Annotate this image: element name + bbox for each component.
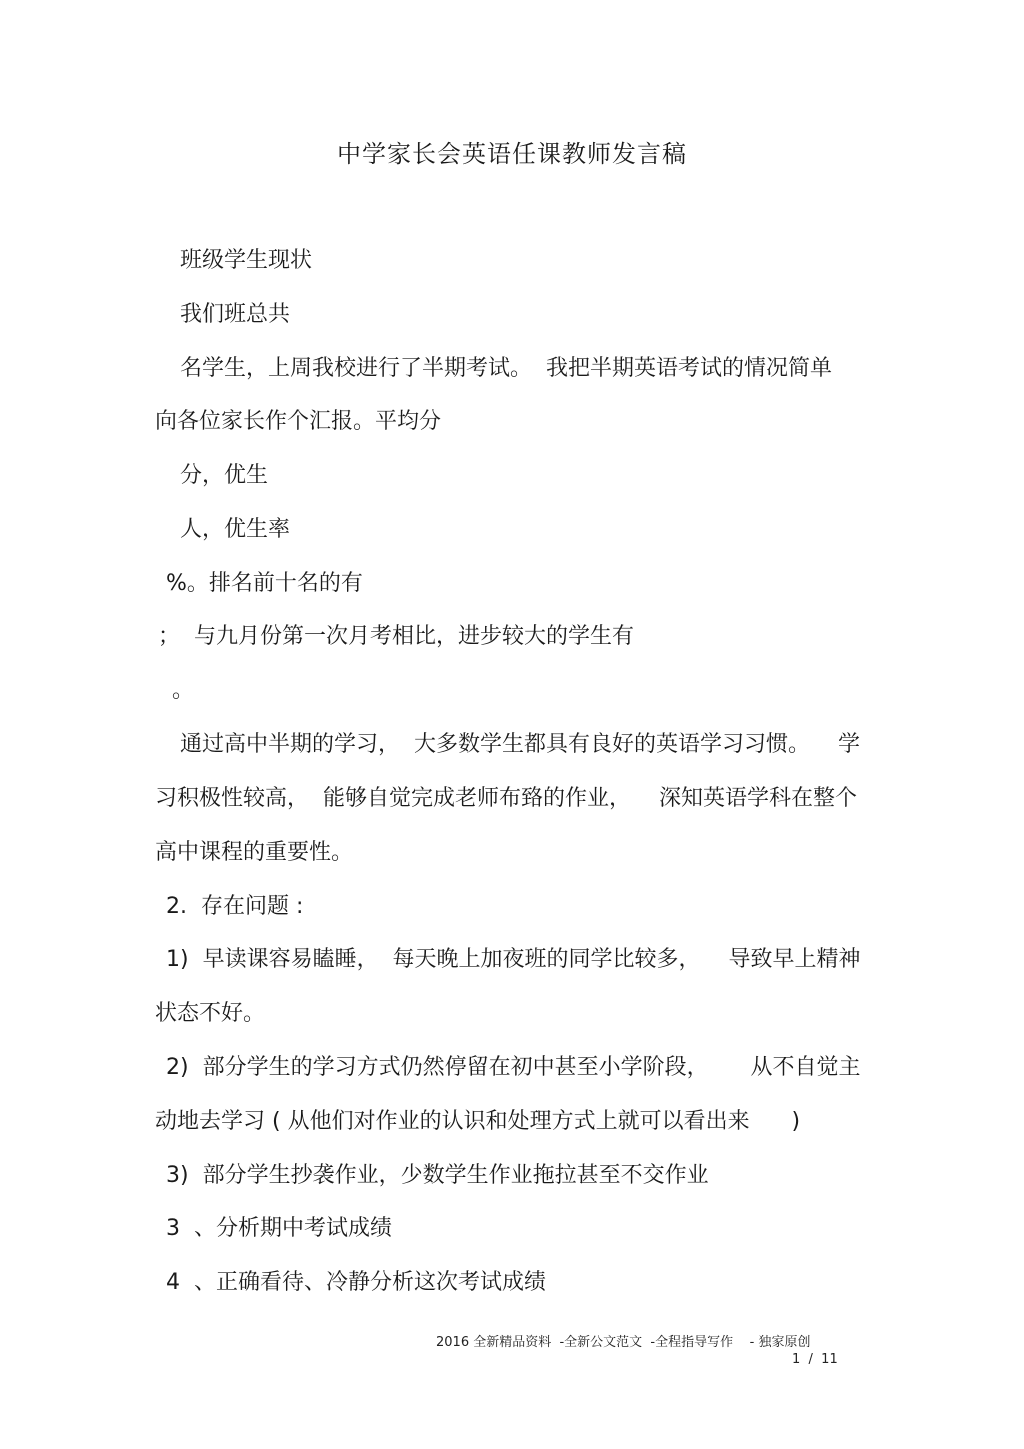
body-line: ； 与九月份第一次月考相比，进步较大的学生有 [158,624,634,649]
body-line: 班级学生现状 [180,248,313,273]
body-line: %。排名前十名的有 [166,571,363,596]
body-line: 人，优生率 [180,517,291,542]
list-item: 2) 部分学生的学习方式仍然停留在初中甚至小学阶段， 从不自觉主 [166,1055,861,1080]
section-heading: 2. 存在问题 : [166,894,304,919]
document-title: 中学家长会英语任课教师发言稿 [337,140,687,168]
section-heading: 4 、正确看待、冷静分析这次考试成绩 [166,1270,546,1295]
body-line: 。 [172,678,195,703]
list-item: 3) 部分学生抄袭作业，少数学生作业拖拉甚至不交作业 [166,1163,709,1188]
body-line: 状态不好。 [155,1001,266,1026]
body-line: 习积极性较高， 能够自觉完成老师布臵的作业， 深知英语学科在整个 [155,786,857,811]
footer-slogan: 2016 全新精品资料 -全新公文范文 -全程指导写作 - 独家原创 [436,1335,811,1350]
body-line: 名学生，上周我校进行了半期考试。 我把半期英语考试的情况简单 [180,356,832,381]
page-number: 1 / 11 [792,1352,838,1367]
body-line: 动地去学习 ( 从他们对作业的认识和处理方式上就可以看出来 ) [155,1109,801,1134]
body-line: 我们班总共 [180,302,291,327]
body-line: 通过高中半期的学习， 大多数学生都具有良好的英语学习习惯。 学 [180,732,860,757]
section-heading: 3 、分析期中考试成绩 [166,1216,392,1241]
body-line: 向各位家长作个汇报。平均分 [155,409,442,434]
list-item: 1) 早读课容易瞌睡， 每天晚上加夜班的同学比较多， 导致早上精神 [166,947,861,972]
body-line: 分，优生 [180,463,269,488]
body-line: 高中课程的重要性。 [155,840,354,865]
